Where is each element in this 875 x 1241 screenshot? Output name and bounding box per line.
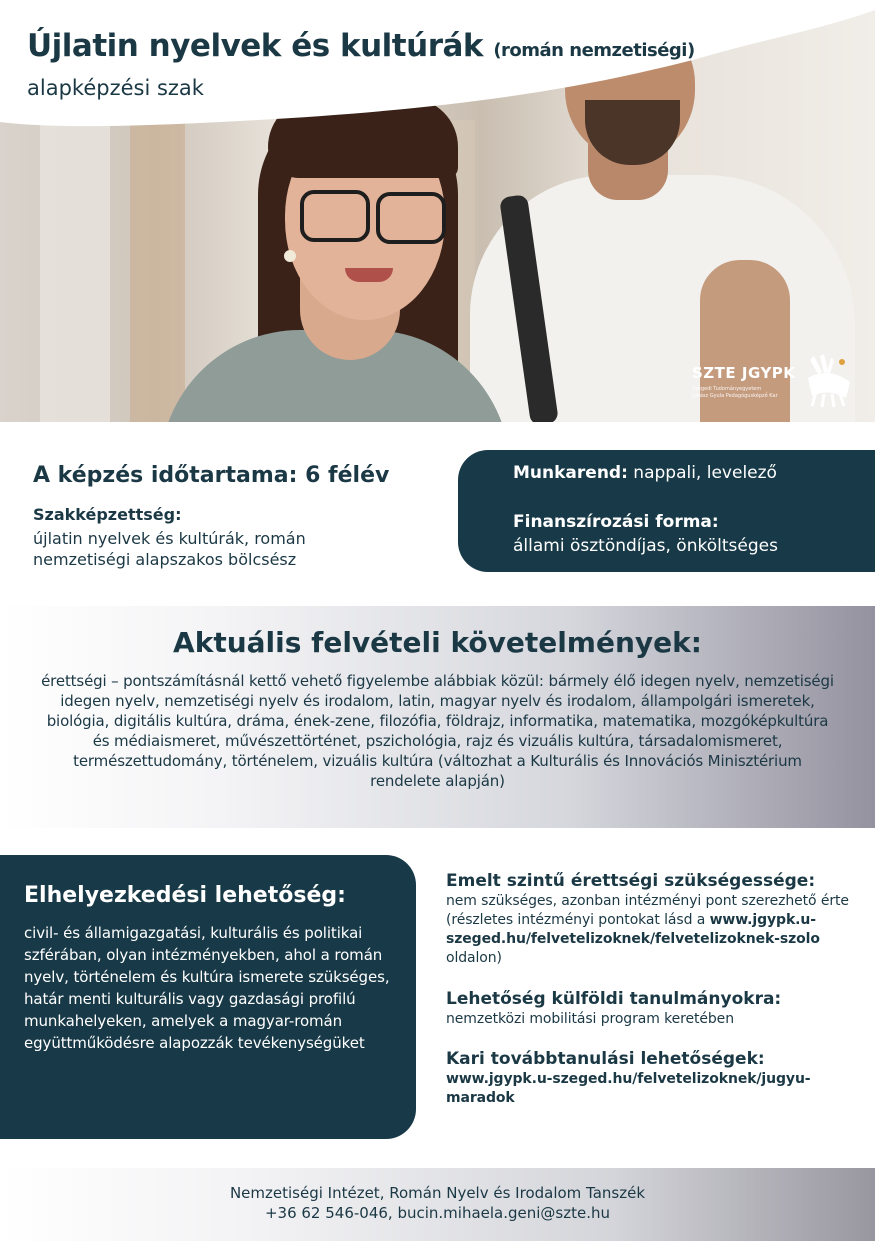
work-label: Munkarend: bbox=[513, 463, 628, 483]
finance-label: Finanszírozási forma: bbox=[513, 512, 719, 532]
title-suffix: (román nemzetiségi) bbox=[493, 40, 695, 61]
further-study-section bbox=[446, 1049, 866, 1108]
requirements-text: érettségi – pontszámításnál kettő vehető figyelembe alábbiak közül: bármely élő idegen nyelv, nemzetiségi idegen nyelv, nemzetiségi nyelv és irodalom, latin, magyar nyelv és irodalom, állampolgári ismeretek, biológia, digitális kultúra, dráma, ének-zene, filozófia, földrajz, informatika, matematika, mozgóképkultúra és médiaismeret, művészettörténet, pszichológia, rajz és vizuális kultúra, társadalomismeret, természettudomány, történelem, vizuális kultúra (változhat a Kulturális és Innovációs Minisztérium rendelete alapján) bbox=[41, 672, 834, 790]
page-subtitle: alapképzési szak bbox=[27, 76, 204, 100]
employment-box bbox=[0, 855, 416, 1139]
duration-heading: A képzés időtartama: 6 félév bbox=[33, 463, 390, 488]
earring bbox=[284, 250, 296, 262]
glasses-icon bbox=[300, 190, 370, 242]
footer-department: Nemzetiségi Intézet, Román Nyelv és Irodalom Tanszék bbox=[229, 1184, 646, 1202]
title-band bbox=[0, 0, 875, 140]
szte-jgypk-logo bbox=[692, 352, 862, 408]
logo-text: SZTE JGYPK bbox=[692, 364, 796, 382]
advanced-exam-text-before: nem szükséges, azonban intézményi pont szerezhető érte (részletes intézményi pontokat lásd a bbox=[446, 893, 849, 928]
advanced-exam-title: Emelt szintű érettségi szükségessége: bbox=[446, 871, 816, 891]
footer bbox=[0, 1168, 875, 1241]
further-study-link[interactable]: www.jgypk.u-szeged.hu/felvetelizoknek/jugyu-maradok bbox=[446, 1071, 811, 1106]
qualification-value: újlatin nyelvek és kultúrák, román nemzetiségi alapszakos bölcsész bbox=[33, 529, 306, 569]
work-schedule-box bbox=[458, 450, 875, 572]
advanced-exam-text-after: oldalon) bbox=[446, 950, 502, 966]
advanced-exam-text bbox=[446, 892, 866, 968]
advanced-exam-section bbox=[446, 871, 866, 968]
admissions-link[interactable]: www.jgypk.u-szeged.hu/felvetelizoknek/felvetelizoknek-szolo bbox=[446, 912, 820, 947]
employment-title: Elhelyezkedési lehetőség: bbox=[24, 883, 346, 908]
work-value: nappali, levelező bbox=[633, 463, 777, 483]
logo-subtext bbox=[692, 386, 778, 400]
study-abroad-title: Lehetőség külföldi tanulmányokra: bbox=[446, 989, 782, 1009]
work-schedule-row bbox=[513, 463, 777, 483]
logo-subtext-line: Juhász Gyula Pedagógusképző Kar bbox=[692, 393, 778, 399]
finance-value: állami ösztöndíjas, önköltséges bbox=[513, 536, 778, 556]
further-study-text bbox=[446, 1070, 866, 1108]
title-main: Újlatin nyelvek és kultúrák bbox=[27, 28, 484, 64]
requirements-title: Aktuális felvételi követelmények: bbox=[173, 626, 702, 659]
study-abroad-text: nemzetközi mobilitási program keretében bbox=[446, 1011, 734, 1027]
logo-hands-icon bbox=[800, 352, 856, 408]
glasses-icon bbox=[376, 192, 446, 244]
further-study-title: Kari továbbtanulási lehetőségek: bbox=[446, 1049, 765, 1069]
woman-lips bbox=[345, 268, 393, 282]
requirements-section bbox=[0, 606, 875, 828]
study-abroad-section bbox=[446, 989, 866, 1029]
logo-subtext-line: Szegedi Tudományegyetem bbox=[692, 386, 762, 392]
footer-contact[interactable]: +36 62 546-046, bucin.mihaela.geni@szte.hu bbox=[264, 1204, 611, 1222]
employment-text: civil- és államigazgatási, kulturális és politikai szférában, olyan intézményekben, ahol a román nyelv, történelem és kultúra ismerete szükséges, határ menti kulturális vagy gazdasági profilú munkahelyeken, amelyek a magyar-román együttműködésre alapozzák tevékenységüket bbox=[24, 924, 390, 1052]
page-title bbox=[27, 28, 695, 64]
qualification-label: Szakképzettség: bbox=[33, 505, 182, 524]
